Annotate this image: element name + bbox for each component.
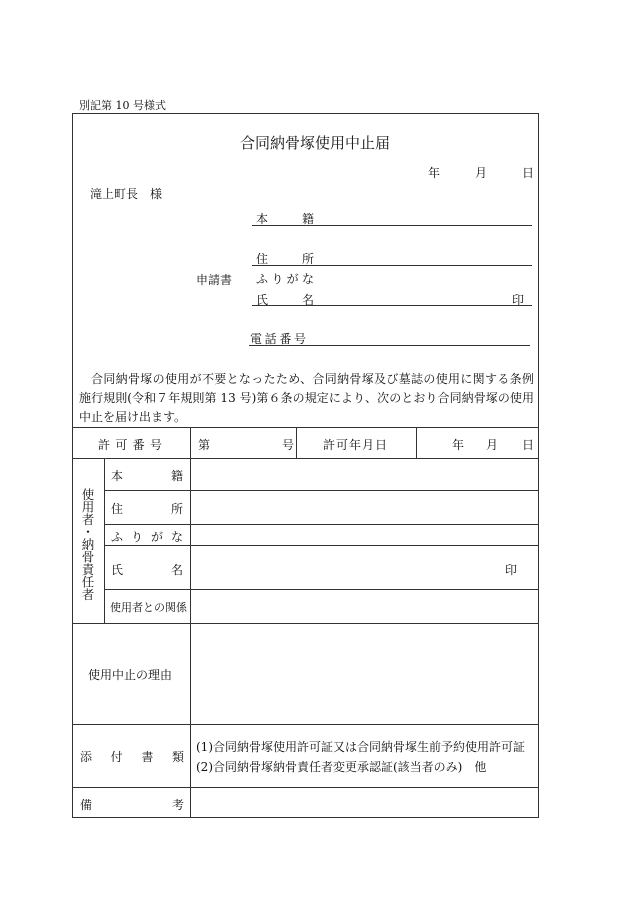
jusho-label: 住 所 — [111, 502, 183, 516]
responsible-group-label: 使用者・納骨責任者 — [80, 488, 95, 601]
date-month: 月 — [475, 166, 488, 180]
permit-date-month: 月 — [486, 438, 499, 452]
permit-date-day: 日 — [522, 438, 535, 452]
attachment-item-2: (2)合同納骨塚納骨責任者変更承認証(該当者のみ) 他 — [196, 760, 487, 774]
table-line — [72, 458, 539, 459]
applicant-honseki-field[interactable] — [252, 225, 532, 226]
table-line — [72, 787, 539, 788]
applicant-shimei-label: 氏 名 — [256, 293, 314, 307]
shimei-label: 氏 名 — [111, 563, 183, 577]
applicant-phone-field[interactable] — [249, 345, 530, 346]
table-line — [104, 545, 539, 546]
honseki-label: 本 籍 — [111, 469, 183, 483]
attachments-label: 添 付 書 類 — [80, 750, 184, 764]
permit-date-year: 年 — [452, 438, 465, 452]
table-line — [190, 427, 191, 818]
permit-date-label: 許可年月日 — [323, 438, 389, 452]
permit-number-suffix: 号 — [282, 438, 295, 452]
applicant-honseki-label: 本 籍 — [256, 212, 314, 226]
table-line — [296, 427, 297, 458]
applicant-jusho-field[interactable] — [252, 265, 532, 266]
table-line — [72, 724, 539, 725]
permit-number-prefix: 第 — [198, 438, 211, 452]
table-line — [416, 427, 417, 458]
applicant-seal: 印 — [512, 293, 525, 307]
table-line — [104, 589, 539, 590]
date-year: 年 — [428, 166, 441, 180]
relation-label: 使用者との関係 — [110, 601, 187, 614]
shimei-seal: 印 — [505, 563, 518, 577]
applicant-furigana-label: ふ り が な — [256, 272, 314, 286]
addressee: 滝上町長 様 — [90, 187, 163, 201]
table-line — [104, 458, 105, 623]
attachment-item-1: (1)合同納骨塚使用許可証又は合同納骨塚生前予約使用許可証 — [196, 740, 526, 754]
permit-number-label: 許 可 番 号 — [98, 438, 162, 452]
statement-paragraph: 合同納骨塚の使用が不要となったため、合同納骨塚及び墓誌の使用に関する条例施行規則(令和７年規則第 13 号)第６条の規定により、次のとおり合同納骨塚の使用中止を届け出ます。 — [79, 372, 534, 424]
table-line — [72, 623, 539, 624]
remarks-label: 備 考 — [80, 798, 184, 812]
furigana-label: ふ り が な — [111, 530, 183, 544]
date-day: 日 — [522, 166, 535, 180]
table-top-line — [72, 427, 539, 428]
page-title: 合同納骨塚使用中止届 — [239, 134, 390, 152]
table-line — [104, 524, 539, 525]
applicant-phone-label: 電 話 番 号 — [250, 332, 306, 346]
applicant-shimei-field[interactable] — [252, 305, 532, 306]
table-line — [104, 490, 539, 491]
reason-label: 使用中止の理由 — [88, 668, 173, 682]
applicant-jusho-label: 住 所 — [256, 252, 314, 266]
applicant-label: 申請書 — [196, 273, 233, 287]
form-number: 別記第 10 号様式 — [79, 99, 166, 112]
